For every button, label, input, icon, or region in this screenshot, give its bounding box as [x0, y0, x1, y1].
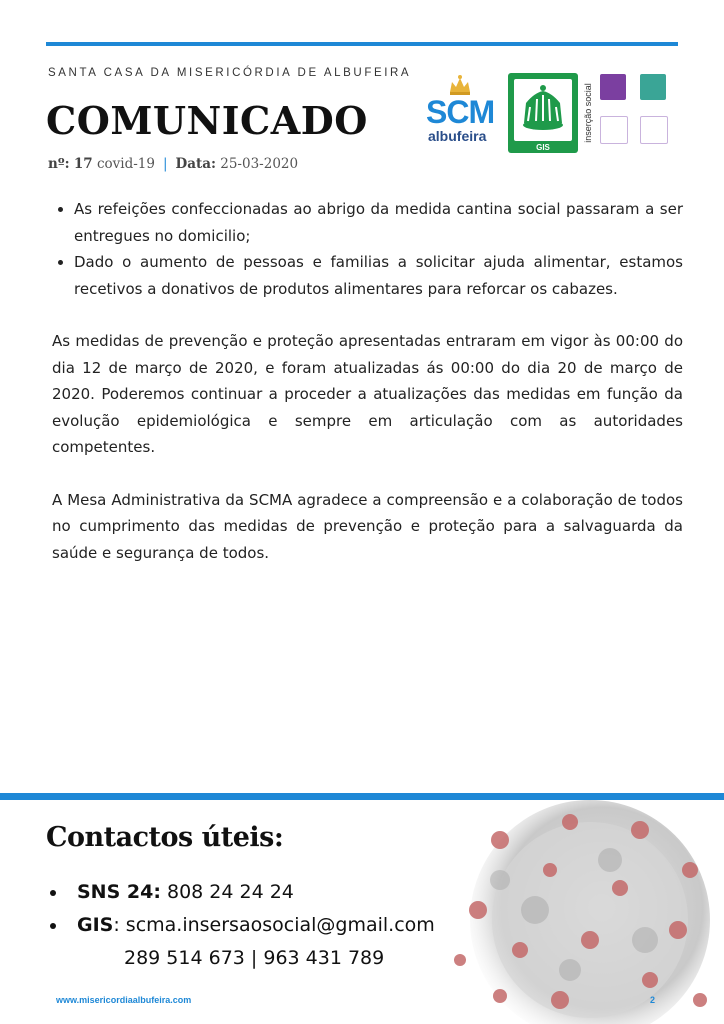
date-label: Data: — [175, 156, 216, 172]
insercao-social-label: inserção social — [583, 83, 593, 143]
paragraph: As medidas de prevenção e proteção apresentadas entraram em vigor às 00:00 do dia 12 de março de 2020, e foram atualizadas ás 00:00 do dia 20 de março de 2020. Poderemos continuar a proceder a atualizações das medidas em função da evolução epidemiológica e sempre em articulação com as autoridades competentes. — [52, 332, 683, 456]
contact-sns — [46, 876, 435, 909]
page-number: 2 — [650, 995, 656, 1005]
sns-label: SNS 24: — [77, 881, 161, 903]
scm-logo-subtext: albufeira — [428, 128, 487, 144]
gis-email: : scma.insersaosocial@gmail.com — [113, 914, 435, 936]
sns-phone: 808 24 24 24 — [166, 881, 294, 903]
gis-label: GIS — [77, 914, 114, 936]
footer-url: www.misericordiaalbufeira.com — [56, 995, 192, 1005]
partner-logo — [640, 74, 666, 100]
top-rule — [46, 42, 678, 46]
bullet-list — [52, 196, 683, 302]
paragraph: A Mesa Administrativa da SCMA agradece a compreensão e a colaboração de todos no cumprimento das medidas de prevenção e proteção para a salvaguarda da saúde e segurança de todos. — [52, 490, 683, 562]
bottom-rule — [0, 793, 724, 800]
crown-icon — [448, 74, 472, 96]
meta-separator: | — [162, 156, 168, 172]
number-value: 17 — [73, 156, 93, 172]
coronavirus-illustration — [440, 800, 724, 1024]
page-title: COMUNICADO — [46, 98, 368, 143]
contact-list — [46, 876, 435, 975]
contacts-title: Contactos úteis: — [46, 822, 284, 853]
main-content — [52, 196, 683, 566]
partner-logo — [600, 74, 626, 100]
document-meta — [48, 156, 298, 172]
gis-phones: 289 514 673 | 963 431 789 — [124, 947, 385, 969]
number-label: nº: — [48, 156, 70, 172]
scm-logo-text: SCM — [426, 94, 495, 130]
crown-icon — [514, 79, 572, 141]
partner-logo — [640, 116, 668, 144]
contact-gis — [46, 909, 435, 942]
gis-logo — [508, 73, 578, 153]
list-item: • As refeições confeccionadas ao abrigo da medida cantina social passaram a ser entregues no domicilio; — [74, 196, 683, 249]
topic: covid-19 — [96, 156, 155, 172]
organization-name: SANTA CASA DA MISERICÓRDIA DE ALBUFEIRA — [48, 67, 412, 79]
date-value: 25-03-2020 — [220, 156, 299, 172]
scm-albufeira-logo — [424, 74, 500, 148]
partner-logo — [600, 116, 628, 144]
gis-logo-text: GIS — [536, 143, 550, 152]
list-item: • Dado o aumento de pessoas e familias a solicitar ajuda alimentar, estamos recetivos a donativos de produtos alimentares para reforcar os cabazes. — [74, 249, 683, 302]
